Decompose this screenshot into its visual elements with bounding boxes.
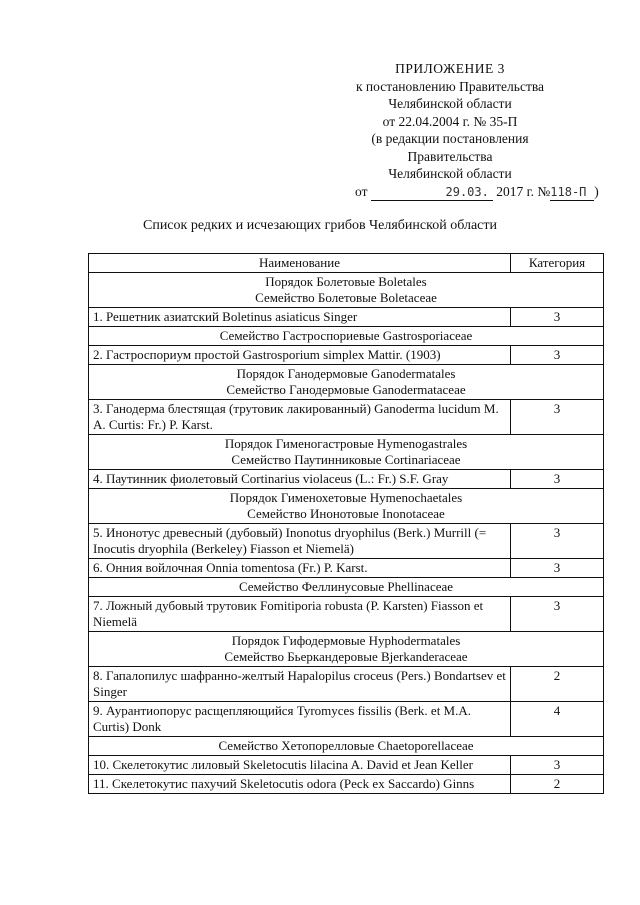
section-heading [89,632,604,667]
species-category: 3 [511,470,604,489]
section-heading [89,578,604,597]
order-family-row [89,435,604,470]
section-line: Порядок Гименогастровые Hymenogastrales [224,436,468,451]
species-row [89,597,604,632]
section-line: Порядок Гифодермовые Hyphodermatales [231,633,461,648]
species-row [89,702,604,737]
column-header-name: Наименование [89,254,511,273]
species-row [89,470,604,489]
species-name: 2. Гастроспориум простой Gastrosporium simplex Mattir. (1903) [89,346,511,365]
species-name: 6. Онния войлочная Onnia tomentosa (Fr.) P. Karst. [89,559,511,578]
section-heading [89,737,604,756]
section-line: Семейство Инонотовые Inonotaceae [247,506,445,521]
species-name: 5. Инонотус древесный (дубовый) Inonotus dryophilus (Berk.) Murrill (= Inocutis dryophila (Berkeley) Fiasson et Niemelä) [89,524,511,559]
species-category: 2 [511,667,604,702]
species-table-body [89,254,604,794]
column-header-category: Категория [511,254,604,273]
species-row [89,667,604,702]
section-heading [89,327,604,346]
section-line: Семейство Феллинусовые Phellinaceae [238,579,454,594]
section-line: Семейство Ганодермовые Ganodermataceae [226,382,466,397]
family-row [89,578,604,597]
date-prefix: от [355,184,368,199]
section-line: Семейство Гастроспориевые Gastrosporiaceae [219,328,473,343]
family-row [89,737,604,756]
section-line: Порядок Гименохетовые Hymenochaetales [229,490,463,505]
order-family-row [89,632,604,667]
species-row [89,308,604,327]
species-name: 4. Паутинник фиолетовый Cortinarius violaceus (L.: Fr.) S.F. Gray [89,470,511,489]
species-category: 2 [511,775,604,794]
species-category: 3 [511,308,604,327]
species-row [89,756,604,775]
date-suffix: ) [594,184,599,199]
species-row [89,400,604,435]
family-row [89,327,604,346]
section-heading [89,435,604,470]
header-line: Правительства [407,148,493,164]
species-name: 11. Скелетокутис пахучий Skeletocutis odora (Peck ex Saccardo) Ginns [89,775,511,794]
species-category: 3 [511,559,604,578]
species-name: 10. Скелетокутис лиловый Skeletocutis lilacina A. David et Jean Keller [89,756,511,775]
species-category: 3 [511,756,604,775]
section-line: Семейство Бьеркандеровые Bjerkanderaceae [224,649,468,664]
order-family-row [89,489,604,524]
species-name: 1. Решетник азиатский Boletinus asiaticus Singer [89,308,511,327]
amendment-date-line [355,184,600,201]
species-category: 3 [511,597,604,632]
species-row [89,775,604,794]
order-family-row [89,273,604,308]
species-category: 3 [511,346,604,365]
species-row [89,559,604,578]
handwritten-number: 118-П [550,185,587,199]
handwritten-date: 29.03. [445,185,489,199]
header-line: (в редакции постановления [371,131,529,146]
species-row [89,346,604,365]
order-family-row [89,365,604,400]
header-line: к постановлению Правительства [355,78,545,94]
header-line: Челябинской области [388,96,512,111]
appendix-title: ПРИЛОЖЕНИЕ 3 [395,61,505,76]
header-line: Челябинской области [388,166,512,181]
species-category: 3 [511,400,604,435]
species-table [88,253,604,794]
species-name: 9. Аурантиопорус расщепляющийся Tyromyces fissilis (Berk. et M.A. Curtis) Donk [89,702,511,737]
date-year: 2017 г. № [496,184,551,199]
section-line: Порядок Болетовые Boletales [265,274,427,289]
appendix-header [300,60,600,183]
header-line: от 22.04.2004 г. № 35-П [382,113,518,129]
section-heading [89,489,604,524]
species-name: 8. Гапалопилус шафранно-желтый Hapalopilus croceus (Pers.) Bondartsev et Singer [89,667,511,702]
species-category: 3 [511,524,604,559]
section-heading [89,273,604,308]
species-row [89,524,604,559]
table-header-row [89,254,604,273]
date-underline [371,184,493,201]
species-name: 7. Ложный дубовый трутовик Fomitiporia robusta (P. Karsten) Fiasson et Niemelä [89,597,511,632]
section-line: Семейство Болетовые Boletaceae [255,290,437,305]
section-line: Семейство Хетопорелловые Chaetoporellaceae [218,738,474,753]
section-heading [89,365,604,400]
species-category: 4 [511,702,604,737]
species-name: 3. Ганодерма блестящая (трутовик лакированный) Ganoderma lucidum M. A. Curtis: Fr.) P. Karst. [89,400,511,435]
number-underline [550,184,594,201]
section-line: Порядок Ганодермовые Ganodermatales [236,366,456,381]
section-line: Семейство Паутинниковые Cortinariaceae [231,452,461,467]
document-title: Список редких и исчезающих грибов Челябинской области [142,218,497,233]
